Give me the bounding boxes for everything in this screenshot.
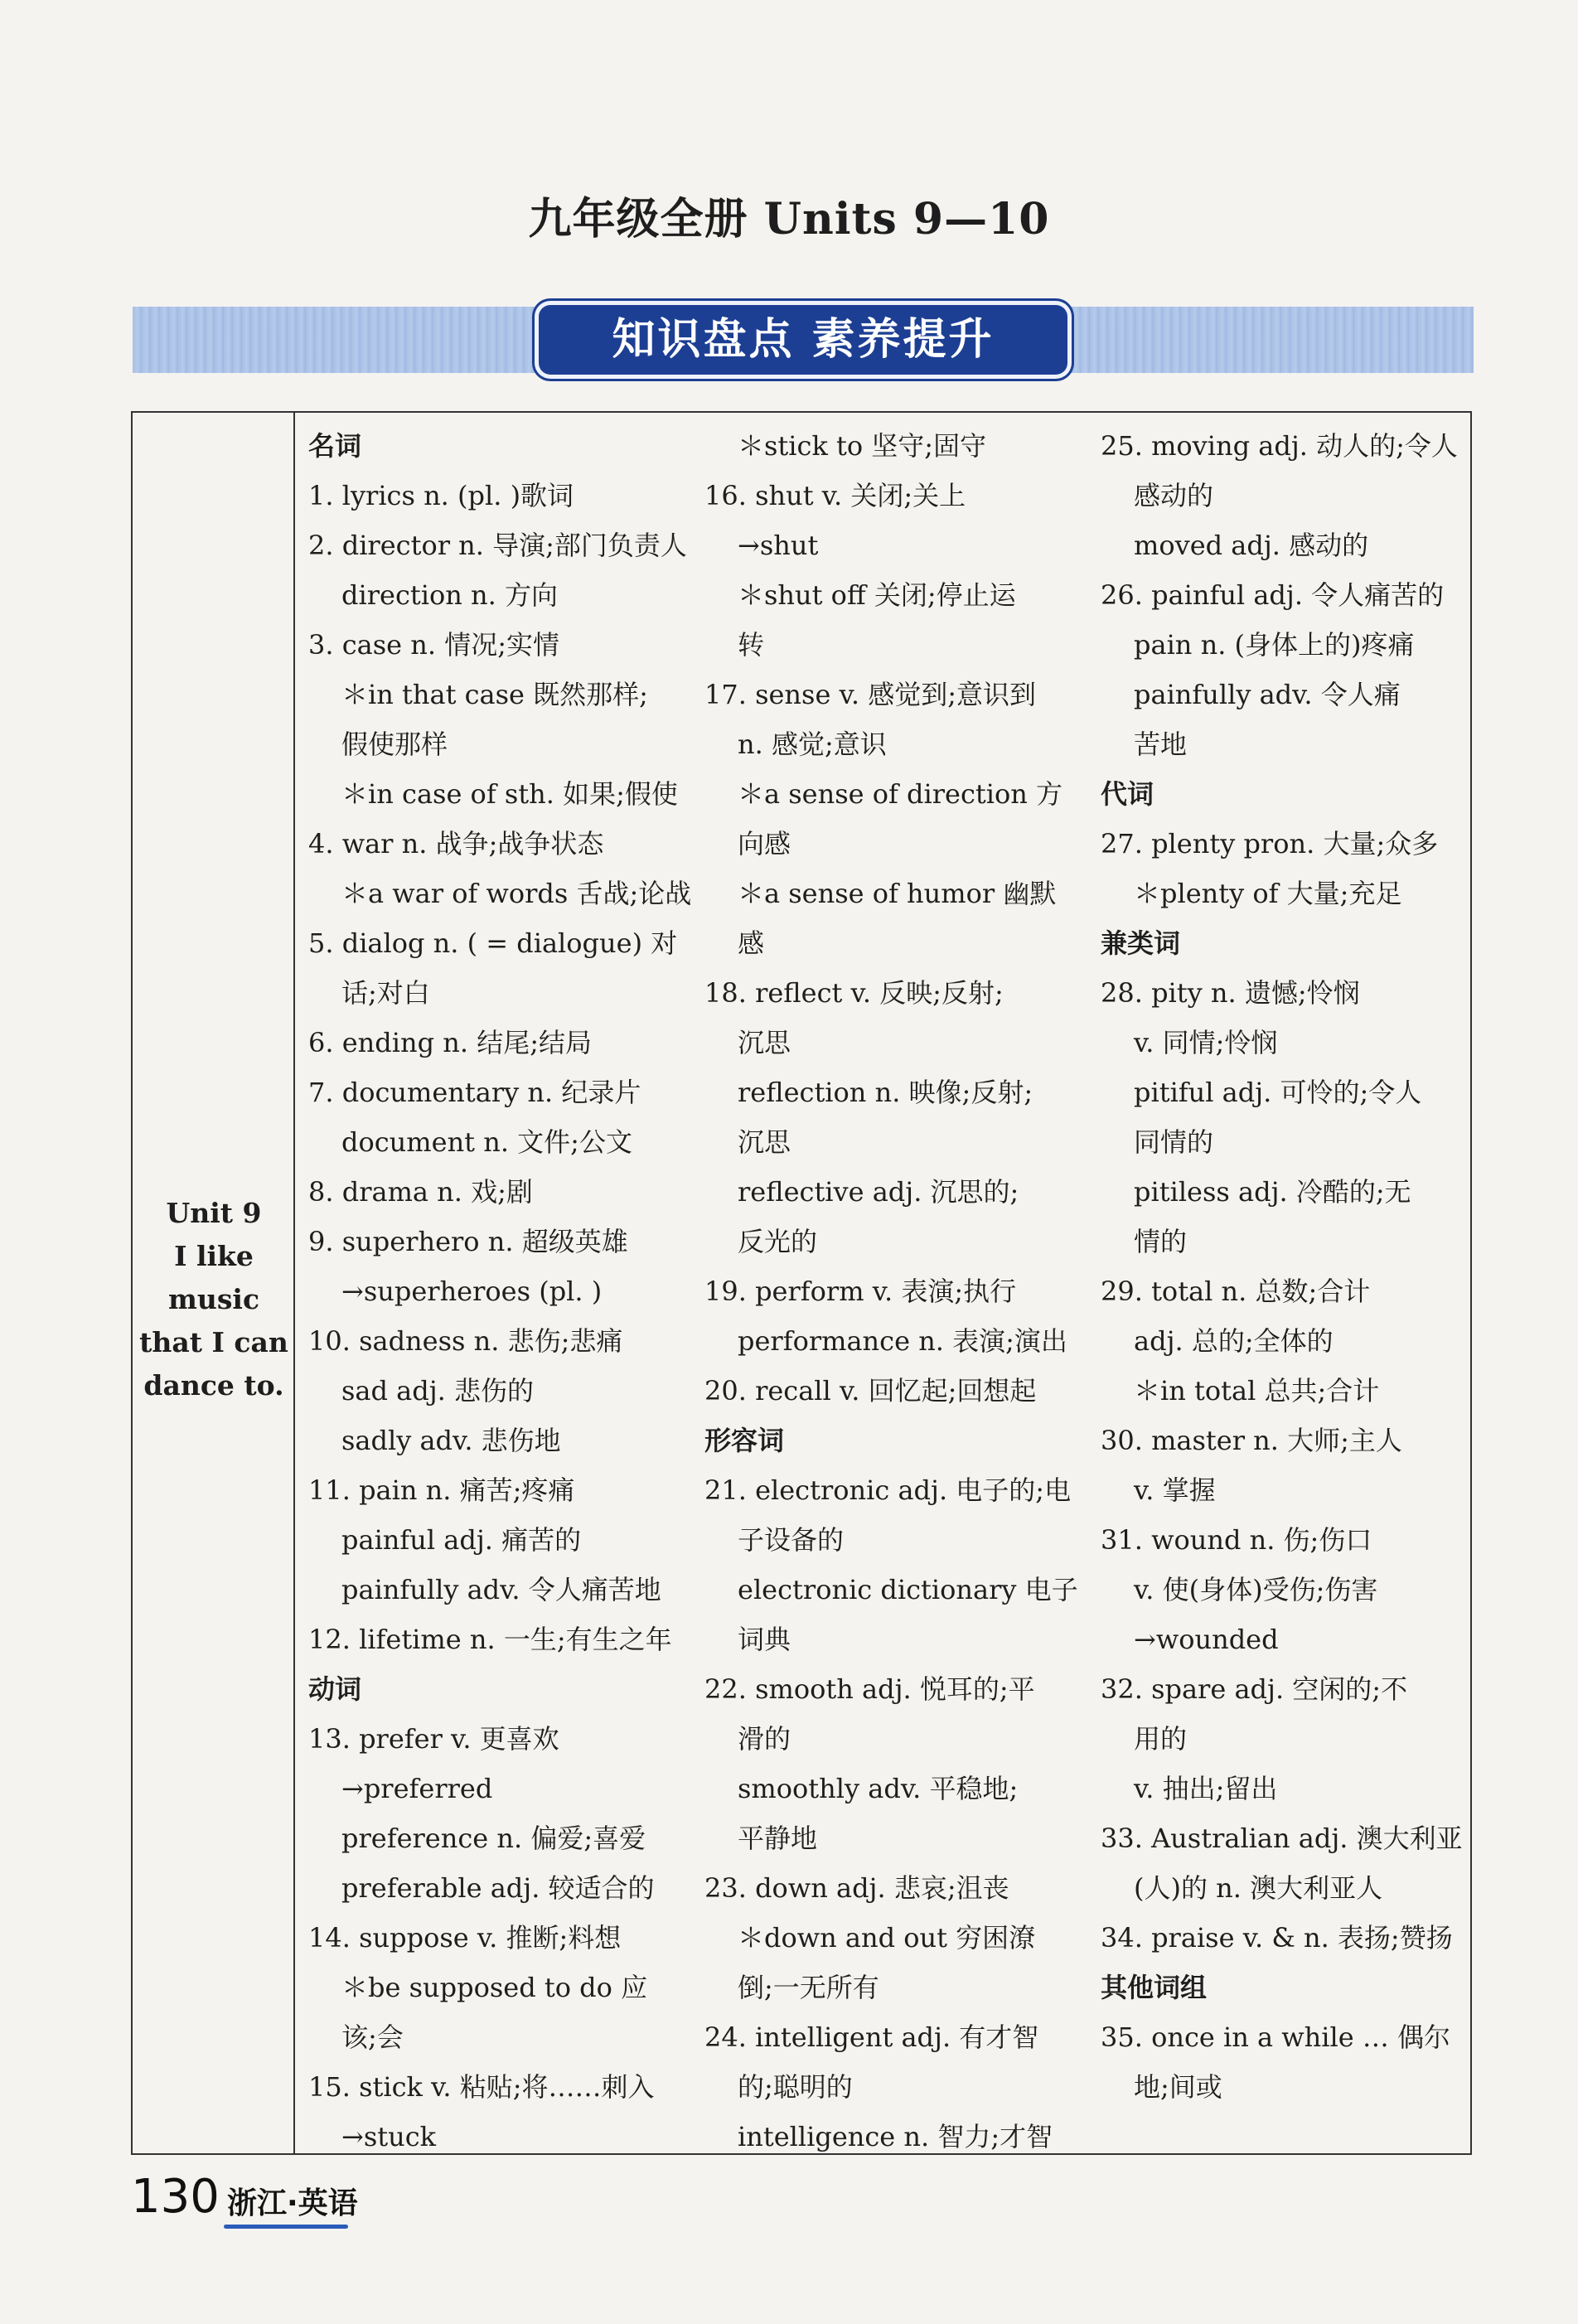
vocab-line: 该;会: [341, 2021, 404, 2053]
vocab-line: 18. reflect v. 反映;反射;: [704, 977, 1004, 1009]
vocab-line: ＊be supposed to do 应: [341, 1972, 648, 2003]
page-number: 130: [131, 2170, 220, 2224]
vocab-line: pitiful adj. 可怜的;令人: [1134, 1077, 1422, 1108]
vocab-line: document n. 文件;公文: [341, 1126, 632, 1158]
vocab-line: ＊in case of sth. 如果;假使: [341, 778, 678, 810]
vocab-line: 倒;一无所有: [738, 1972, 879, 2003]
vocab-line: v. 抽出;留出: [1134, 1773, 1278, 1804]
vocab-line: (人)的 n. 澳大利亚人: [1134, 1872, 1383, 1904]
vocab-line: preference n. 偏爱;喜爱: [341, 1823, 646, 1854]
vocab-line: 14. suppose v. 推断;料想: [308, 1922, 622, 1954]
vocab-line: electronic dictionary 电子: [738, 1574, 1078, 1605]
vocab-line: 30. master n. 大师;主人: [1101, 1425, 1402, 1456]
vocab-line: 沉思: [738, 1027, 791, 1058]
vocab-line: ＊a sense of direction 方: [738, 778, 1063, 810]
vocab-line: 11. pain n. 痛苦;疼痛: [308, 1474, 575, 1506]
vocab-line: 16. shut v. 关闭;关上: [704, 480, 966, 511]
vocab-line: pain n. (身体上的)疼痛: [1134, 629, 1415, 661]
vocab-line: 6. ending n. 结尾;结局: [308, 1027, 592, 1058]
vocab-line: ＊down and out 穷困潦: [738, 1922, 1036, 1954]
category-heading: 兼类词: [1101, 927, 1181, 959]
unit-title-line: that I can: [139, 1326, 288, 1358]
vocab-line: 用的: [1134, 1723, 1188, 1755]
vocab-line: painful adj. 痛苦的: [341, 1524, 582, 1556]
vocab-line: performance n. 表演;演出: [738, 1325, 1067, 1357]
vocab-line: 假使那样: [341, 729, 448, 760]
vocab-line: 沉思: [738, 1126, 791, 1158]
page-title: 九年级全册 Units 9—10: [528, 194, 1050, 245]
vocab-line: →preferred: [341, 1773, 493, 1804]
vocab-line: ＊plenty of 大量;充足: [1134, 878, 1402, 909]
vocab-line: 22. smooth adj. 悦耳的;平: [704, 1673, 1035, 1705]
vocab-line: ＊a sense of humor 幽默: [738, 878, 1057, 909]
vocabulary-table: [131, 411, 1472, 2155]
vocab-line: reflection n. 映像;反射;: [738, 1077, 1033, 1108]
unit-label: Unit 9: [166, 1197, 262, 1229]
vocab-line: 15. stick v. 粘贴;将……刺入: [308, 2071, 655, 2103]
vocab-line: 词典: [738, 1624, 791, 1655]
vocab-line: 话;对白: [341, 977, 430, 1009]
vocab-line: intelligence n. 智力;才智: [738, 2121, 1053, 2152]
vocab-line: 5. dialog n. ( = dialogue) 对: [308, 927, 678, 959]
vocab-line: 转: [738, 629, 765, 661]
vocab-line: v. 掌握: [1134, 1474, 1216, 1506]
vocab-line: 4. war n. 战争;战争状态: [308, 828, 604, 859]
category-heading: 形容词: [704, 1425, 785, 1456]
unit-heading: [133, 1192, 295, 1407]
vocab-column-3: [1101, 421, 1578, 2112]
vocab-line: ＊in that case 既然那样;: [341, 679, 648, 710]
vocab-line: ＊a war of words 舌战;论战: [341, 878, 692, 909]
vocab-line: 1. lyrics n. (pl. )歌词: [308, 480, 574, 511]
vocab-line: 滑的: [738, 1723, 791, 1755]
vocab-line: 的;聪明的: [738, 2071, 853, 2103]
vocab-line: 向感: [738, 828, 791, 859]
vocab-line: 情的: [1134, 1226, 1188, 1257]
category-heading: 动词: [308, 1673, 362, 1705]
vocab-line: 31. wound n. 伤;伤口: [1101, 1524, 1372, 1556]
vocab-line: 子设备的: [738, 1524, 845, 1556]
vocab-line: 20. recall v. 回忆起;回想起: [704, 1375, 1037, 1407]
vocab-line: 反光的: [738, 1226, 818, 1257]
vocab-line: painfully adv. 令人痛苦地: [341, 1574, 661, 1605]
vocab-line: 29. total n. 总数;合计: [1101, 1276, 1371, 1307]
vocab-line: 34. praise v. & n. 表扬;赞扬: [1101, 1922, 1453, 1954]
vocab-line: →shut: [738, 530, 819, 561]
vocab-line: 13. prefer v. 更喜欢: [308, 1723, 559, 1755]
vocab-line: 7. documentary n. 纪录片: [308, 1077, 641, 1108]
vocab-line: ＊shut off 关闭;停止运: [738, 579, 1016, 611]
vocab-line: 9. superhero n. 超级英雄: [308, 1226, 628, 1257]
vocab-line: 3. case n. 情况;实情: [308, 629, 559, 661]
unit-cell: [133, 413, 295, 2153]
vocab-line: 平静地: [738, 1823, 818, 1854]
vocab-line: 27. plenty pron. 大量;众多: [1101, 828, 1439, 859]
vocab-line: n. 感觉;意识: [738, 729, 887, 760]
vocab-line: preferable adj. 较适合的: [341, 1872, 655, 1904]
vocab-line: reflective adj. 沉思的;: [738, 1176, 1019, 1208]
vocab-line: 26. painful adj. 令人痛苦的: [1101, 579, 1445, 611]
vocab-line: v. 同情;怜悯: [1134, 1027, 1278, 1058]
vocab-line: 8. drama n. 戏;剧: [308, 1176, 533, 1208]
vocab-line: 同情的: [1134, 1126, 1214, 1158]
section-banner: 知识盘点 素养提升: [539, 305, 1067, 375]
vocab-line: smoothly adv. 平稳地;: [738, 1773, 1019, 1804]
vocab-line: 感: [738, 927, 765, 959]
vocab-line: 28. pity n. 遗憾;怜悯: [1101, 977, 1360, 1009]
category-heading: 其他词组: [1101, 1972, 1208, 2003]
vocab-line: 2. director n. 导演;部门负责人: [308, 530, 687, 561]
vocab-line: 21. electronic adj. 电子的;电: [704, 1474, 1072, 1506]
vocab-line: ＊in total 总共;合计: [1134, 1375, 1380, 1407]
vocab-line: moved adj. 感动的: [1134, 530, 1369, 561]
vocab-line: sadly adv. 悲伤地: [341, 1425, 561, 1456]
vocab-line: 地;间或: [1134, 2071, 1222, 2103]
vocab-line: 19. perform v. 表演;执行: [704, 1276, 1017, 1307]
vocab-line: →wounded: [1134, 1624, 1279, 1655]
unit-title-line: dance to.: [143, 1369, 284, 1402]
vocab-line: sad adj. 悲伤的: [341, 1375, 534, 1407]
vocab-line: 24. intelligent adj. 有才智: [704, 2021, 1039, 2053]
vocab-line: painfully adv. 令人痛: [1134, 679, 1401, 710]
vocab-line: →superheroes (pl. ): [341, 1276, 603, 1307]
vocab-line: ＊stick to 坚守;固守: [738, 430, 987, 462]
vocab-line: v. 使(身体)受伤;伤害: [1134, 1574, 1378, 1605]
vocab-line: 10. sadness n. 悲伤;悲痛: [308, 1325, 623, 1357]
vocab-line: 17. sense v. 感觉到;意识到: [704, 679, 1036, 710]
vocab-line: →stuck: [341, 2121, 437, 2152]
vocab-line: 感动的: [1134, 480, 1214, 511]
vocab-line: pitiless adj. 冷酷的;无: [1134, 1176, 1411, 1208]
unit-title-line: I like music: [167, 1240, 260, 1315]
vocab-line: 32. spare adj. 空闲的;不: [1101, 1673, 1408, 1705]
vocab-line: 25. moving adj. 动人的;令人: [1101, 430, 1458, 462]
vocab-line: 35. once in a while … 偶尔: [1101, 2021, 1450, 2053]
category-heading: 名词: [308, 430, 362, 462]
vocab-line: direction n. 方向: [341, 579, 558, 611]
category-heading: 代词: [1101, 778, 1154, 810]
vocab-line: 苦地: [1134, 729, 1188, 760]
book-label: 浙江·英语: [227, 2186, 358, 2220]
vocab-line: 12. lifetime n. 一生;有生之年: [308, 1624, 672, 1655]
vocab-line: 33. Australian adj. 澳大利亚: [1101, 1823, 1463, 1854]
vocab-line: 23. down adj. 悲哀;沮丧: [704, 1872, 1009, 1904]
vocab-line: adj. 总的;全体的: [1134, 1325, 1334, 1357]
footer-underline: [224, 2225, 348, 2229]
